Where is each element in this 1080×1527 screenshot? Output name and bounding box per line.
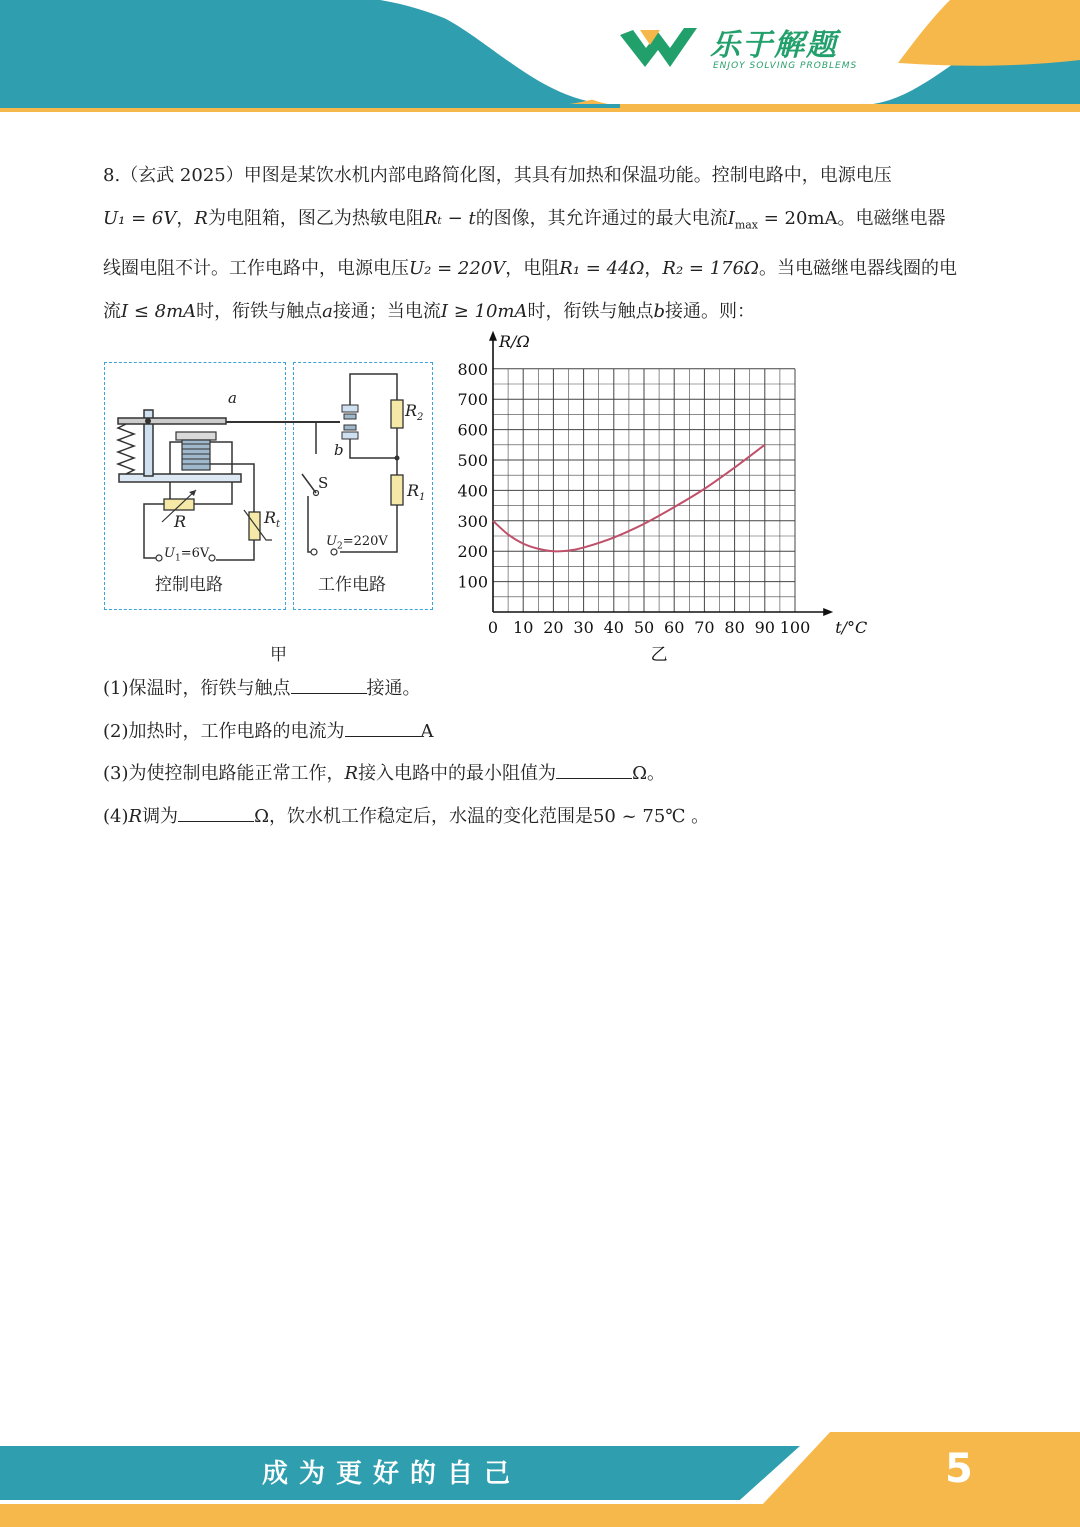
var-r1: R₁ = 44Ω [559,257,645,279]
var-rt: Rₜ − t [423,208,476,229]
label-r1 [407,481,425,503]
label-u1-main: U [164,546,175,561]
text-seg: 。电磁继电器 [837,208,946,229]
var-a: a [322,300,333,322]
x-axis-label: t/°C [835,618,868,637]
page-number: 5 [945,1446,973,1492]
question-source: （玄武 2025） [120,165,244,186]
text-seg: 流 [103,300,121,322]
label-u1-sub: 1 [174,553,181,564]
sq3-mid: 接入电路中的最小阻值为 [358,763,557,784]
var-r: R [194,208,208,229]
label-r1-sub: 1 [419,492,426,504]
footer-banner [0,1432,1080,1527]
label-r2-main: R [405,401,418,420]
sq3-post: Ω。 [632,763,665,784]
answer-blank-2[interactable] [345,718,421,737]
figure-jia-caption: 甲 [270,645,287,665]
sq4-mid: 调为 [142,806,179,827]
label-a: a [228,389,237,407]
rheostat-r [164,499,194,510]
var-r2: R₂ = 176Ω [662,257,759,279]
label-r2 [405,401,423,423]
text-seg: ， [644,257,663,279]
var-u1: U₁ = 6V [103,208,177,229]
text-seg: ， [176,208,195,229]
sq4-var: R [128,806,143,827]
subquestion-2 [103,717,434,743]
subquestion-4 [103,802,709,828]
x-tick-label: 100 [779,618,811,637]
label-r: R [174,512,187,531]
y-tick-label: 100 [457,572,488,592]
resistor-r1 [391,475,403,505]
x-axis-arrow [823,608,833,616]
label-u2 [326,534,388,552]
var-cond1: I ≤ 8mA [121,300,197,322]
sq1-post: 接通。 [366,678,421,699]
sq4-pre: (4) [103,806,129,827]
x-tick-label: 30 [573,618,594,637]
sq4-post: Ω，饮水机工作稳定后，水温的变化范围是50 ~ 75℃ 。 [254,806,710,827]
text-seg: 的图像，其允许通过的最大电流 [475,208,728,229]
brand-name: 乐于解题 [710,28,838,63]
label-b: b [334,441,344,459]
resistor-r2 [391,400,403,428]
label-rt [264,508,280,530]
label-s: S [318,474,329,492]
rt-chart [450,322,868,672]
control-circuit-label: 控制电路 [155,575,223,595]
x-tick-label: 10 [513,618,534,637]
work-circuit-label: 工作电路 [318,575,386,595]
y-tick-label: 300 [457,511,488,531]
spring-icon [118,424,134,474]
subquestion-3 [103,759,665,785]
label-r2-sub: 2 [417,412,424,424]
text-seg: ，电阻 [505,257,560,279]
y-axis-label: R/Ω [499,331,530,351]
label-u2-main: U [326,534,337,549]
y-tick-label: 400 [457,481,488,501]
x-tick-label: 60 [664,618,685,637]
thermistor-rt [249,512,260,540]
text-seg: 时，衔铁与触点 [527,300,654,322]
text-seg: 为电阻箱，图乙为热敏电阻 [207,208,424,229]
footer-slogan: 成为更好的自己 [262,1459,522,1489]
sq2-post: A [420,721,434,742]
question-text [103,154,983,333]
switch-s [302,474,316,493]
y-axis-arrow [489,331,497,341]
label-u2-sub: 2 [336,541,343,552]
subquestion-1 [103,674,421,700]
label-r1-main: R [407,481,420,500]
text-seg: 接通；当电流 [332,300,441,322]
brand-tagline: ENJOY SOLVING PROBLEMS [713,61,858,71]
label-rt-sub: t [276,519,281,531]
armature [118,418,226,424]
var-imax-val: = 20mA [758,208,838,229]
var-cond2: I ≥ 10mA [440,300,528,322]
var-u2: U₂ = 220V [409,257,506,279]
y-tick-label: 200 [457,542,488,562]
var-b: b [653,300,666,322]
question-line1: 甲图是某饮水机内部电路简化图，其具有加热和保温功能。控制电路中，电源电压 [243,165,892,186]
sq2-pre: (2)加热时，工作电路的电流为 [103,721,345,742]
label-u1-val: =6V [180,546,210,561]
x-tick-label: 20 [543,618,564,637]
answer-blank-4[interactable] [178,803,254,822]
y-tick-label: 800 [457,359,488,379]
header-banner [0,0,1080,112]
sq3-pre: (3)为使控制电路能正常工作， [103,763,345,784]
text-seg: 时，衔铁与触点 [196,300,323,322]
text-seg: 接通。则： [665,300,756,322]
sq1-pre: (1)保温时，衔铁与触点 [103,678,291,699]
x-tick-label: 80 [724,618,745,637]
text-seg: 线圈电阻不计。工作电路中，电源电压 [103,257,409,279]
x-tick-label: 0 [487,618,499,637]
label-u2-val: =220V [342,534,388,549]
label-u1 [164,546,209,564]
figure-yi-caption: 乙 [650,645,668,665]
text-seg: 。当电磁继电器线圈的电 [758,257,957,279]
var-imax-sub: max [734,218,759,232]
base-plate [119,474,241,482]
answer-blank-1[interactable] [291,675,367,694]
x-tick-label: 70 [694,618,715,637]
y-tick-label: 700 [457,390,488,410]
x-tick-label: 50 [633,618,655,637]
x-tick-label: 90 [754,618,775,637]
label-rt-main: R [264,508,277,527]
answer-blank-3[interactable] [556,760,632,779]
sq3-var: R [344,763,359,784]
y-tick-label: 600 [457,420,488,440]
var-imax: I [727,208,735,229]
y-tick-label: 500 [457,451,488,470]
x-tick-label: 40 [603,618,624,637]
question-number: 8. [103,165,121,186]
